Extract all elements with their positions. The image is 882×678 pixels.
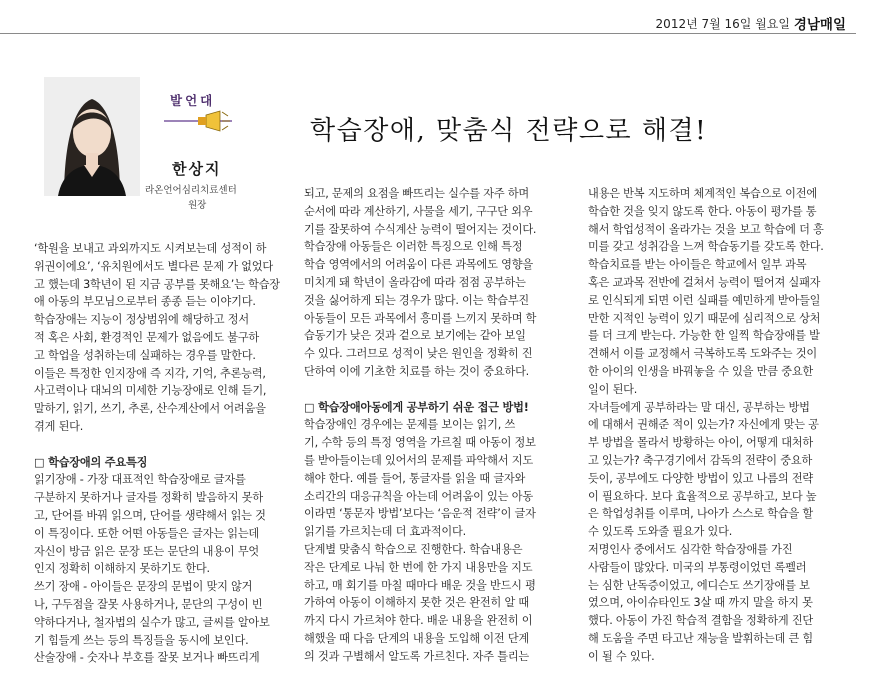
body-text-line: 학습한 것을 잊지 않도록 한다. 아동이 평가를 통 — [588, 204, 817, 218]
section-subheading: □ 학습장애의 주요특징 — [34, 455, 148, 469]
body-text-line — [34, 436, 292, 454]
author-photo — [44, 77, 140, 196]
body-text-line: 위권이에요’, ‘유치원에서도 별다른 문제 가 없었다 — [34, 259, 273, 273]
body-text-line: 듯이, 공부에도 다양한 방법이 있고 나름의 전략 — [588, 471, 814, 485]
body-text-line: 읽기장애 - 가장 대표적인 학습장애로 글자를 — [34, 473, 246, 487]
body-text-line: 의 것과 구별해서 알도록 가르친다. 자주 틀리는 — [304, 649, 530, 663]
megaphone-icon — [162, 90, 242, 134]
body-text-line: 고 있는가? 축구경기에서 감독의 전략이 중요하 — [588, 453, 813, 467]
body-text-line: 로 인식되게 되면 이런 실패를 예민하게 받아들일 — [588, 293, 821, 307]
body-text-line: 견해서 이를 교정해서 극복하도록 도와주는 것이 — [588, 347, 817, 361]
body-text-line: 읽기를 가르치는데 더 효과적이다. — [304, 525, 466, 539]
body-text-line: 학습치료를 받는 아이들은 학교에서 일부 과목 — [588, 258, 807, 272]
page-header — [0, 0, 882, 34]
body-text-line: 에 대해서 권해준 적이 있는가? 자신에게 맞는 공 — [588, 418, 819, 432]
body-text-line: 를 더 크게 받는다. 가능한 한 일찍 학습장애를 발 — [588, 329, 820, 343]
body-text-line: 산술장애 - 숫자나 부호를 잘못 보거나 빠뜨리게 — [34, 651, 260, 665]
body-text-line: 기, 수학 등의 특정 영역을 가르칠 때 아동이 정보 — [304, 436, 536, 450]
body-text-line: 까지 다시 가르쳐야 한다. 배운 내용을 완전히 이 — [304, 614, 533, 628]
body-text-line: ‘학원을 보내고 과외까지도 시켜보는데 성적이 하 — [34, 242, 267, 255]
publication-date: 2012년 7월 16일 월요일 — [655, 17, 790, 31]
body-text-line: 약하다거나, 철자법의 실수가 많고, 글씨를 알아보 — [34, 615, 270, 629]
body-text-line: 고 학업을 성취하는데 실패하는 경우를 말한다. — [34, 348, 256, 362]
body-text-line: 기 힘들게 쓰는 등의 특징들을 동시에 보인다. — [34, 633, 249, 647]
body-text-line: 학습장애인 경우에는 문제를 보이는 읽기, 쓰 — [304, 418, 516, 432]
body-text-line: 나, 구두점을 잘못 사용하거나, 문단의 구성이 빈 — [34, 597, 263, 611]
header-rule — [0, 33, 856, 34]
body-text-line: 애 아동의 부모님으로부터 종종 듣는 이야기다. — [34, 295, 256, 309]
body-text-line: 이 필요하다. 보다 효율적으로 공부하고, 보다 높 — [588, 489, 817, 503]
article-column-2 — [304, 185, 573, 666]
newspaper-name: 경남매일 — [793, 17, 846, 33]
author-name: 한상지 — [172, 160, 222, 178]
article-column-1 — [34, 240, 292, 667]
body-text-line: 습동기가 낮은 것과 겉으로 보기에는 같아 보일 — [304, 329, 526, 343]
body-text-line: 이 될 수 있다. — [588, 649, 655, 663]
body-text-line: 사람들이 많았다. 미국의 부통령이었던 록펠러 — [588, 560, 807, 574]
body-text-line: 미치게 돼 학년이 올라감에 따라 점점 공부하는 — [304, 275, 526, 289]
article-column-3 — [588, 185, 860, 666]
body-text-line: 저명인사 중에서도 심각한 학습장애를 가진 — [588, 542, 793, 556]
body-text-line: 자녀들에게 공부하라는 말 대신, 공부하는 방법 — [588, 400, 810, 414]
body-text-line: 일이 된다. — [588, 382, 638, 396]
body-text-line: 해야 한다. 예를 들어, 통글자를 읽을 때 글자와 — [304, 471, 526, 485]
article-headline: 학습장애, 맞춤식 전략으로 해결! — [310, 116, 708, 146]
body-text-line: 구분하지 못하거나 글자를 정확히 발음하지 못하 — [34, 491, 263, 505]
body-text-line: 한 아이의 인생을 바꿔놓을 수 있을 만큼 중요한 — [588, 364, 814, 378]
body-text-line: 작은 단계로 나눠 한 번에 한 가지 내용만을 지도 — [304, 560, 533, 574]
body-text-line: 하고, 매 회기를 마칠 때마다 배운 것을 반드시 평 — [304, 578, 536, 592]
body-text-line: 말하기, 읽기, 쓰기, 추론, 산수계산에서 어려움을 — [34, 402, 266, 416]
body-text-line: 수 있도록 도와줄 필요가 있다. — [588, 525, 733, 539]
body-text-line: 해서 학업성적이 올라가는 것을 보고 학습에 더 흥 — [588, 222, 824, 236]
body-text-line — [304, 381, 573, 399]
body-text-line: 이들은 특정한 인지장애 즉 지각, 기억, 추론능력, — [34, 366, 266, 380]
body-text-line: 학습장애는 지능이 정상범위에 해당하고 정서 — [34, 313, 249, 327]
author-affiliation: 라온언어심리치료센터 — [145, 185, 237, 196]
body-text-line: 순서에 따라 계산하기, 사물을 세기, 구구단 외우 — [304, 204, 533, 218]
body-text-line: 단계별 맞춤식 학습으로 진행한다. 학습내용은 — [304, 542, 523, 556]
body-text-line: 내용은 반복 지도하며 체계적인 복습으로 이전에 — [588, 187, 817, 200]
body-text-line: 를 받아들이는데 있어서의 문제를 파악해서 지도 — [304, 453, 533, 467]
body-text-line: 수 있다. 그러므로 성적이 낮은 원인을 정확히 진 — [304, 347, 533, 361]
body-text-line: 였으며, 아이슈타인도 3살 때 까지 말을 하지 못 — [588, 596, 813, 610]
body-text-line: 인지 정확히 이해하지 못하기도 한다. — [34, 562, 210, 576]
body-text-line: 겪게 된다. — [34, 419, 84, 433]
body-text-line: 기를 잘못하여 수식계산 능력이 떨어지는 것이다. — [304, 222, 537, 236]
body-text-line: 는 심한 난독증이었고, 에디슨도 쓰기장애를 보 — [588, 578, 810, 592]
body-text-line: 소리간의 대응규칙을 아는데 어려움이 있는 아동 — [304, 489, 533, 503]
body-text-line: 자신이 방금 읽은 문장 또는 문단의 내용이 무엇 — [34, 544, 260, 558]
body-text-line: 은 학업성취를 이루며, 나아가 스스로 학습을 할 — [588, 507, 814, 521]
body-text-line: 쓰기 장애 - 아이들은 문장의 문법이 맞지 않거 — [34, 580, 253, 594]
body-text-line: 해 도움을 주면 타고난 재능을 발휘하는데 큰 힘 — [588, 631, 814, 645]
body-text-line: 것을 싫어하게 되는 경우가 많다. 이는 학습부진 — [304, 293, 530, 307]
body-text-line: 이 특징이다. 또한 어떤 아동들은 글자는 읽는데 — [34, 526, 260, 540]
author-role: 원장 — [188, 200, 207, 211]
column-logo-text: 발언대 — [170, 93, 216, 108]
body-text-line: 가하여 아동이 이해하지 못한 것은 완전히 알 때 — [304, 596, 530, 610]
body-text-line: 아동들이 모든 과목에서 흥미를 느끼지 못하며 학 — [304, 311, 537, 325]
body-text-line: 만한 지적인 능력이 있기 때문에 심리적으로 상처 — [588, 311, 821, 325]
body-text-line: 학습 영역에서의 어려움이 다른 과목에도 영향을 — [304, 258, 533, 272]
body-text-line: 부 방법을 몰라서 방황하는 아이, 어떻게 대처하 — [588, 436, 814, 450]
body-text-line: 적 혹은 사회, 환경적인 문제가 없음에도 불구하 — [34, 330, 260, 344]
author-portrait-image — [44, 77, 140, 196]
body-text-line: 사고력이나 대뇌의 미세한 기능장애로 인해 듣기, — [34, 384, 267, 398]
body-text-line: 되고, 문제의 요점을 빠뜨리는 실수를 자주 하며 — [304, 187, 530, 200]
column-logo — [162, 90, 242, 134]
body-text-line: 이라면 ‘통문자 방법’보다는 ‘음운적 전략’이 글자 — [304, 507, 536, 521]
body-text-line: 단하여 이에 기초한 치료를 하는 것이 중요하다. — [304, 364, 530, 378]
body-text-line: 해했을 때 다음 단계의 내용을 도입해 이전 단계 — [304, 631, 530, 645]
body-text-line: 혹은 교과목 전반에 걸쳐서 능력이 떨어져 실패자 — [588, 275, 821, 289]
body-text-line: 했다. 아동이 가진 학습적 결함을 정확하게 진단 — [588, 614, 814, 628]
body-text-line: 고, 단어를 바꿔 읽으며, 단어를 생략해서 읽는 것 — [34, 508, 266, 522]
body-text-line: 고 했는데 3학년이 된 지금 공부를 못해요’는 학습장 — [34, 277, 280, 291]
section-subheading: □ 학습장애아동에게 공부하기 쉬운 접근 방법! — [304, 400, 529, 414]
body-text-line: 학습장애 아동들은 이러한 특징으로 인해 특정 — [304, 240, 523, 254]
body-text-line: 미를 갖고 성취감을 느껴 학습동기를 갖도록 한다. — [588, 240, 824, 254]
